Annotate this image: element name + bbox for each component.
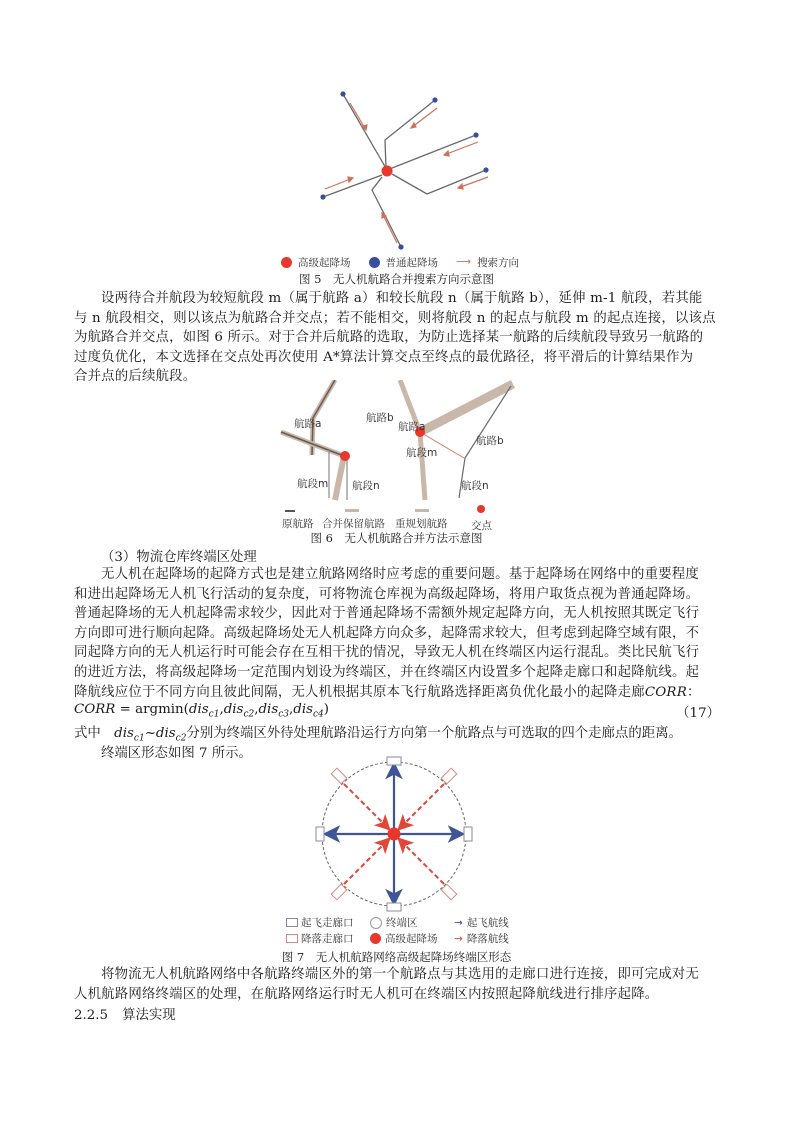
section-title: 算法实现 xyxy=(122,1008,176,1023)
major-airport xyxy=(388,828,401,841)
legend-landing-route: 降落航线 xyxy=(466,933,509,945)
eq-sub: c4 xyxy=(313,709,324,720)
section-number: 2.2.5 xyxy=(74,1008,109,1023)
fig7-legend xyxy=(286,915,526,947)
text-line: 人机航路网络终端区的处理，在航路网络运行时无人机可在终端区内按照起降航线进行排序起降。 xyxy=(74,986,659,1002)
eq-term: dis xyxy=(293,702,313,717)
label-route-b-right: 航路b xyxy=(476,435,504,447)
normal-airport xyxy=(432,97,437,102)
normal-airport xyxy=(473,132,478,137)
eq-lhs: CORR xyxy=(74,702,116,717)
legend-terminal: 终端区 xyxy=(386,917,418,929)
text-line: 将物流无人机航路网络中各航路终端区外的第一个航路点与其选用的走廊口进行连接，即可完成对无 xyxy=(101,967,699,982)
fig5-caption: 图 5 无人机航路合并搜索方向示意图 xyxy=(299,272,494,286)
arrowhead-icon xyxy=(458,184,463,189)
text-line: 合并点的后续航段。 xyxy=(74,369,197,385)
eq-sub: c2 xyxy=(243,709,255,720)
text-line: 的进近方法，将高级起降场一定范围内划设为终端区，并在终端区内设置多个起降走廊口和起降航线。起 xyxy=(74,664,700,680)
arrow-right-icon: → xyxy=(454,932,463,945)
major-airport xyxy=(382,166,393,177)
where-sub: c2 xyxy=(175,733,187,744)
route-s xyxy=(372,177,401,247)
arrow-right-icon: ⟶ xyxy=(456,256,472,268)
eq-close: ) xyxy=(323,702,330,717)
where-text: 分别为终端区外待处理航路沿运行方向第一个航路点与可选取的四个走廊点的距离。 xyxy=(186,726,682,741)
legend-takeoff-route: 起飞航线 xyxy=(466,917,509,929)
takeoff-gate-legend-icon xyxy=(286,918,298,927)
label-seg-m-right: 航段m xyxy=(406,447,438,459)
legend-replanned-icon xyxy=(415,509,429,512)
landing-route-ne xyxy=(400,784,444,828)
major-airport-legend-icon xyxy=(370,933,381,944)
landing-gate-icon xyxy=(441,884,457,900)
eq-term: dis xyxy=(188,702,209,717)
text-line: 方向即可进行顺向起降。高级起降场处无人机起降方向众多，起降需求较大，但考虑到起降空域有限，不 xyxy=(74,625,700,641)
fig7-caption: 图 7 无人机航路网络高级起降场终端区形态 xyxy=(281,950,512,964)
text-line: 过度负优化，本文选择在交点处再次使用 A*算法计算交点至终点的最优路径，将平滑后的计算结果作为 xyxy=(74,349,694,365)
terminal-area-legend-icon xyxy=(370,917,382,929)
section-2-2-5-heading xyxy=(74,1004,176,1023)
legend-kept-icon xyxy=(345,509,359,512)
kept-route xyxy=(420,432,425,500)
fig5-normal-airports xyxy=(320,91,488,249)
legend-original-icon xyxy=(285,510,295,512)
takeoff-gate-icon xyxy=(316,827,324,841)
text-line: 普通起降场的无人机起降需求较少，因此对于普通起降场不需额外规定起降方向，无人机按照其既定飞行 xyxy=(74,606,700,622)
fig5-routes xyxy=(323,94,486,247)
arrowhead-icon xyxy=(348,177,353,182)
paragraph-terminal-connection xyxy=(74,965,720,1004)
landing-route-nw xyxy=(344,784,388,828)
eq-term: dis xyxy=(258,702,279,717)
equation-number: （17） xyxy=(676,706,720,721)
text-line: 设两待合并航段为较短航段 m（属于航路 a）和较长航段 n（属于航路 b），延伸 m-1 航段，若其能 xyxy=(101,291,703,306)
replanned-route xyxy=(335,456,344,500)
legend-intersection: 交点 xyxy=(471,520,492,532)
colon: ： xyxy=(687,684,701,700)
text-line: 同起降方向的无人机运行时可能会存在互相干扰的情况，导致无人机在终端区内运行混乱。类比民航飞行 xyxy=(74,645,700,661)
figure-7-diagram xyxy=(300,755,490,915)
label-route-a: 航路a xyxy=(294,418,322,430)
text-line: 和进出起降场无人机飞行活动的复杂度，可将物流仓库视为高级起降场，将用户取货点视为普通起降场。 xyxy=(74,586,700,602)
legend-direction: 搜索方向 xyxy=(477,256,520,269)
route-ne-1 xyxy=(385,100,435,168)
label-seg-m: 航段m xyxy=(297,478,329,490)
legend-landing-gate: 降落走廊口 xyxy=(301,933,354,945)
legend-intersection-icon xyxy=(477,505,485,513)
where-var: dis xyxy=(155,726,176,741)
eq-operator: = argmin( xyxy=(115,702,189,717)
legend-replanned: 重规划航路 xyxy=(395,518,448,530)
route-e-2 xyxy=(392,170,486,194)
text-line: 为航路合并交点，如图 6 所示。对于合并后航路的选取，为防止选择某一航路的后续航段导致另一航路的 xyxy=(74,330,704,346)
legend-takeoff-gate: 起飞走廊口 xyxy=(301,917,354,929)
where-var: dis xyxy=(114,726,134,741)
normal-airport xyxy=(340,91,345,96)
text-line xyxy=(74,683,720,703)
landing-gate-legend-icon xyxy=(286,934,298,943)
fig5-search-arrows xyxy=(325,103,488,243)
landing-route-se xyxy=(400,840,444,884)
takeoff-gate-icon xyxy=(387,903,401,911)
legend-normal: 普通起降场 xyxy=(385,256,438,269)
normal-airport xyxy=(483,167,488,172)
eq-term: dis xyxy=(223,702,244,717)
legend-major: 高级起降场 xyxy=(385,933,438,945)
eq-sub: c1 xyxy=(208,709,220,720)
where-tilde: ~ xyxy=(144,726,156,741)
takeoff-gate-icon xyxy=(387,757,401,765)
text-segment: 降航线应位于不同方向且彼此间隔，无人机根据其原本飞行航路选择距离负优化最小的起降走廊 xyxy=(74,684,645,700)
fig5-legend xyxy=(281,254,521,270)
label-route-b: 航路b xyxy=(366,412,394,424)
intersection-point xyxy=(340,451,350,461)
arrowhead-icon xyxy=(411,123,416,128)
label-route-a-right: 航路a xyxy=(398,421,426,433)
eq-sub: c3 xyxy=(278,709,289,720)
figure-5-diagram xyxy=(270,80,520,270)
equation-17: CORR = argmin(dis$_{c1}$,dis$_{c2}$,dis$_{c3}$,dis$_{c4}$) （17） xyxy=(74,702,720,721)
major-airport-legend-icon xyxy=(281,257,292,268)
landing-gate-icon xyxy=(331,768,347,784)
text-line: 与 n 航段相交，则以该点为航路合并交点；若不能相交，则将航段 n 的起点与航段 m 的起点连接，以该点 xyxy=(74,310,716,326)
label-seg-n: 航段n xyxy=(352,480,380,492)
route-nw xyxy=(343,94,387,170)
legend-original: 原航路 xyxy=(282,518,314,530)
paragraph-merge-method xyxy=(74,289,720,387)
legend-kept: 合并保留航路 xyxy=(322,518,385,530)
corr-symbol: CORR xyxy=(644,684,688,700)
arrowhead-icon xyxy=(444,151,449,156)
paragraph-terminal-area xyxy=(74,565,720,702)
normal-airport-legend-icon xyxy=(369,257,380,268)
landing-route-sw xyxy=(344,840,388,884)
equation-where xyxy=(74,722,720,742)
where-prefix: 式中 xyxy=(74,726,115,741)
normal-airport xyxy=(320,194,325,199)
section-heading: （3）物流仓库终端区处理 xyxy=(101,550,257,565)
arrow-right-icon: → xyxy=(454,916,463,929)
fig7-reference: 终端区形态如图 7 所示。 xyxy=(101,746,252,761)
legend-major: 高级起降场 xyxy=(298,256,351,269)
where-sub: c1 xyxy=(133,733,145,744)
landing-gate-icon xyxy=(441,768,457,784)
search-arrow xyxy=(444,142,478,155)
takeoff-gate-icon xyxy=(464,827,472,841)
route-e-1 xyxy=(387,135,476,170)
fig6-caption: 图 6 无人机航路合并方法示意图 xyxy=(310,531,483,545)
normal-airport xyxy=(398,244,403,249)
replanned-route xyxy=(420,384,513,432)
text-line: 无人机在起降场的起降方式也是建立航路网络时应考虑的重要问题。基于起降场在网络中的重要程度 xyxy=(101,567,699,582)
label-seg-n-right: 航段n xyxy=(461,480,489,492)
